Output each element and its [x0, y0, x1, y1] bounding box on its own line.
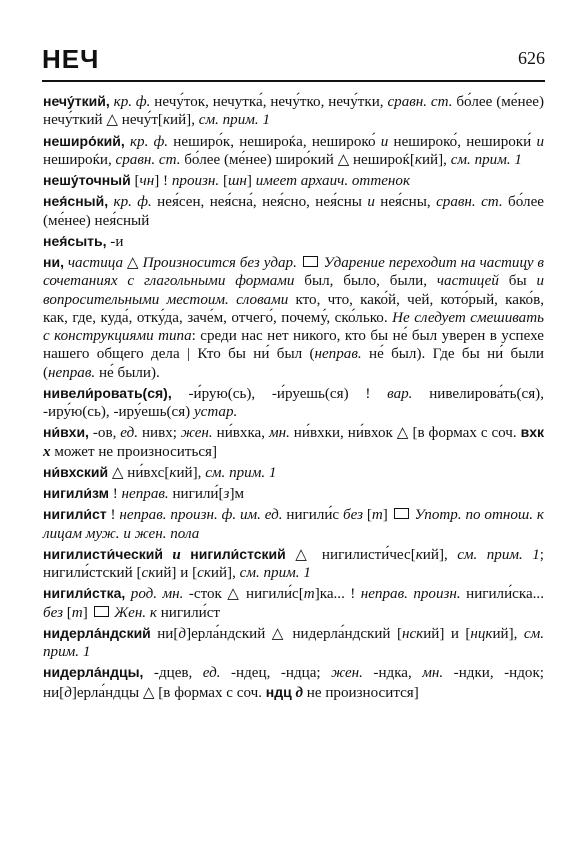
entry-text-styled: кр. ф. — [113, 194, 152, 211]
entry-text-styled: нск — [401, 625, 424, 642]
entry-text: бо́лее (ме́нее) широ́кий △ нешироќ[ — [180, 151, 415, 168]
entry-text: бо́лее (ме́нее) нечу́ткий △ нечу́т[ — [43, 94, 544, 129]
entry-text-styled: т — [371, 507, 383, 524]
dictionary-entry — [43, 505, 544, 543]
entry-text-styled: к — [162, 112, 171, 129]
entry-text-styled: см. прим. 1 — [450, 151, 522, 168]
entry-text: нея́сны, — [374, 194, 437, 211]
entry-text: -и — [106, 233, 124, 250]
entry-text-styled: частицей — [436, 273, 499, 290]
dictionary-entry — [43, 132, 544, 170]
entry-text: [ — [362, 507, 372, 524]
entry-text: △ — [123, 255, 143, 271]
entry-text-styled: к — [169, 464, 177, 481]
entry-headword: нечу́ткий, — [43, 93, 110, 109]
entry-headword: нигили́стка, — [43, 585, 126, 602]
entry-text: [ — [62, 604, 72, 621]
entry-text: -ндки, -ндок; ни[ — [43, 665, 544, 701]
entry-text-styled: см. прим. 1 — [457, 546, 540, 563]
entry-text: -ндец, -ндца; — [220, 665, 332, 682]
entry-text-styled: д — [178, 625, 187, 642]
entry-text: △ ни́вхс[ — [108, 464, 170, 481]
entry-headword: ни́вхский — [43, 463, 109, 480]
entry-text-styled: без — [343, 507, 363, 524]
entry-headword: неширо́кий, — [43, 132, 125, 149]
dictionary-entry — [43, 171, 544, 190]
entry-text: может не произноситься] — [50, 443, 218, 460]
entry-text-styled: и — [367, 194, 375, 211]
entry-text: нигили́ст — [156, 604, 221, 621]
entry-text: -и́рую(сь), -и́руешь(ся) ! — [171, 385, 388, 402]
entry-text: нигили́[ — [168, 486, 224, 502]
entry-text: нешироко́, нешироки́ — [388, 133, 537, 150]
entry-text: ий], — [170, 112, 199, 129]
entry-text-styled: частица — [67, 255, 124, 271]
entry-text-styled: Произносится без удар. — [142, 255, 297, 271]
entry-headword: нидерла́ндцы, — [43, 664, 144, 681]
entry-text-styled: Не следует смешивать с конструкциями типа — [43, 309, 544, 344]
entry-text-styled: х — [43, 443, 51, 460]
square-marker-icon — [394, 508, 409, 519]
entry-text-styled: сравн. ст. — [436, 194, 503, 211]
entry-text: ! — [106, 507, 120, 524]
dictionary-entry — [43, 663, 544, 702]
entry-text-styled: произн. — [171, 173, 220, 189]
entry-text: ] — [382, 507, 392, 524]
entry-text-styled: вар. — [387, 385, 413, 402]
entry-text-styled: Ударение переходит на частицу в сочетаниях с глагольными формами — [43, 255, 544, 290]
entries-column — [43, 92, 544, 704]
entry-text — [297, 255, 301, 271]
entry-text-styled: род. мн. — [130, 586, 184, 603]
entry-text: -ндка, — [362, 665, 423, 682]
entry-text: бы — [498, 273, 537, 290]
entry-text-styled: мн. — [422, 665, 444, 682]
entry-text: ни́вхка, — [212, 425, 269, 442]
entry-text-styled: см. прим. 1 — [198, 112, 270, 129]
entry-text: бо́лее (ме́нее) нея́сный — [43, 194, 544, 229]
entry-text: ий], — [176, 464, 206, 481]
entry-text: -сток △ нигили́с[ — [183, 586, 304, 603]
dictionary-entry — [43, 384, 544, 422]
entry-text-styled: вхк — [520, 424, 544, 441]
entry-text-styled: сравн. ст. — [387, 94, 453, 110]
entry-text: ] — [246, 173, 256, 189]
entry-text-styled: и вопросительными местоим. словами — [43, 273, 544, 308]
entry-text: ]ерла́ндцы △ [в формах с соч. — [71, 684, 266, 701]
dictionary-entry — [43, 423, 544, 461]
entry-text-styled: т — [71, 604, 83, 621]
entry-text: ]ерла́ндский △ нидерла́ндский [ — [186, 625, 402, 642]
entry-text: ] — [82, 604, 92, 621]
dictionary-entry — [43, 624, 544, 662]
entry-text-styled: устар. — [193, 404, 238, 420]
entry-text: нивх; — [138, 425, 181, 442]
entry-text-styled: неправ. — [121, 486, 169, 502]
entry-text: [ — [219, 173, 228, 189]
entry-headword: нигили́ст — [43, 506, 107, 523]
dictionary-entry — [43, 463, 544, 482]
headword-joiner: и — [162, 546, 191, 563]
entry-text: ий], — [210, 565, 240, 581]
entry-text-styled: з — [223, 486, 230, 502]
entry-text-styled: см. прим. 1 — [239, 565, 311, 581]
entry-text-styled: жен. — [331, 665, 363, 682]
entry-text-styled: неправ. произн. — [360, 586, 461, 603]
entry-text: не произносится] — [303, 684, 419, 701]
header-rule — [42, 80, 545, 82]
entry-text: ни[ — [150, 625, 179, 642]
entry-text: -дцев, — [143, 665, 203, 682]
entry-text: нешироќи, — [43, 151, 116, 168]
entry-text-styled: д — [295, 684, 304, 701]
entry-text-styled: сравн. ст. — [115, 151, 181, 168]
entry-text-styled: нцк — [470, 625, 493, 642]
entry-text: ий] и [ — [423, 625, 471, 642]
entry-text: : среди нас нет никого, кто бы не́ был уверен в успехе нашего общего дела | Кто бы ни́ был ( — [43, 328, 544, 363]
entry-text: нигили́с — [282, 507, 343, 524]
entry-text-styled: д — [64, 684, 72, 701]
entry-text: ]ка... ! — [314, 586, 361, 603]
entry-text: △ нигилисти́чес[ — [285, 546, 416, 563]
entry-text-styled: имеет архаич. оттенок — [255, 173, 411, 189]
entry-headword: нешу́точный — [43, 172, 131, 188]
entry-text-styled: ск — [197, 565, 211, 581]
entry-text: неширо́к, нешироќа, нешироко́ — [168, 133, 381, 150]
entry-headword: нея́сыть, — [43, 232, 107, 249]
entry-text: ий] и [ — [155, 565, 198, 581]
entry-text-styled: ед. — [120, 425, 139, 442]
entry-headword: нигили́зм — [43, 485, 109, 501]
dictionary-entry — [43, 545, 544, 583]
page-number: 626 — [518, 48, 545, 68]
entry-text: не́ были). — [95, 364, 160, 381]
entry-text-styled: без — [43, 604, 63, 621]
entry-text: ] ! — [154, 173, 172, 189]
square-marker-icon — [94, 606, 109, 617]
entry-headword: ни, — [43, 254, 64, 270]
entry-text: ]м — [229, 486, 245, 502]
entry-text-styled: неправ. — [48, 364, 96, 381]
entry-headword: нидерла́ндский — [43, 624, 151, 641]
entry-text-styled: ндц — [265, 683, 292, 700]
entry-text-styled: жен. — [180, 425, 213, 442]
entry-text-styled: см. прим. 1 — [205, 464, 277, 481]
entry-text-styled: кр. ф. — [113, 94, 151, 110]
entry-text-styled: кр. ф. — [129, 133, 169, 150]
entry-text-styled: т — [303, 586, 315, 603]
entry-text: [ — [130, 173, 140, 189]
entry-text-styled: шн — [228, 173, 247, 189]
entry-headword: нея́сный, — [43, 193, 109, 210]
running-header — [42, 44, 545, 84]
entry-text: -ов, — [88, 425, 121, 442]
dictionary-entry — [43, 192, 544, 230]
entry-text-styled: и — [380, 133, 389, 150]
entry-text-styled: и — [536, 133, 544, 150]
entry-text: ! — [108, 486, 122, 502]
dictionary-entry — [43, 484, 544, 503]
entry-text-styled: неправ. произн. ф. им. ед. — [119, 507, 283, 524]
entry-text-styled: ед. — [202, 665, 221, 682]
entry-headword-variant: нигили́стский — [190, 545, 286, 562]
entry-text: нечу́ток, нечутка́, нечу́тко, нечу́тки, — [150, 94, 388, 110]
running-headword: НЕЧ — [42, 44, 100, 74]
entry-headword: нивели́ровать(ся), — [43, 384, 172, 401]
entry-text: ; нигили́стский [ — [43, 546, 544, 581]
entry-text: был, было, были, — [294, 273, 437, 290]
entry-headword: нигилисти́ческий — [43, 545, 163, 562]
entry-text-styled: неправ. — [314, 346, 362, 363]
entry-text-styled: мн. — [268, 425, 290, 442]
entry-text-styled: ск — [141, 565, 156, 581]
dictionary-entry — [43, 232, 544, 251]
entry-text: ий], — [422, 546, 458, 563]
dictionary-entry — [43, 584, 544, 622]
dictionary-entry — [43, 92, 544, 130]
entry-text: ни́вхки, ни́вхок △ [в формах с соч. — [289, 425, 521, 442]
entry-text-styled: к — [414, 151, 422, 168]
entry-text: нея́сен, нея́сна́, нея́сно, нея́сны — [151, 194, 368, 211]
entry-text-styled: чн — [139, 173, 155, 189]
entry-text-styled: см. прим. 1 — [43, 625, 544, 660]
square-marker-icon — [303, 256, 318, 267]
entry-text: нигили́ска... — [460, 586, 544, 603]
entry-text-styled: к — [415, 546, 423, 563]
entry-text: нивелирова́ть(ся), -иру́ю(сь), -иру́ешь(ся) — [43, 385, 544, 420]
entry-text: ий], — [421, 151, 451, 168]
entry-text: кто, что, како́й, чей, кото́рый, како́в, как, где, куда́, отку́да, заче́м, отчего́, почему́, ско́лько. — [43, 291, 544, 326]
entry-text: не́ был). Где бы ни́ были ( — [43, 346, 544, 381]
entry-text-styled: Употр. по отнош. к лицам муж. и жен. пола — [43, 507, 544, 542]
entry-text-styled: Жен. к — [114, 604, 157, 621]
entry-headword: ни́вхи, — [43, 424, 89, 441]
entry-text: ий], — [492, 625, 524, 642]
dictionary-entry — [43, 253, 544, 382]
